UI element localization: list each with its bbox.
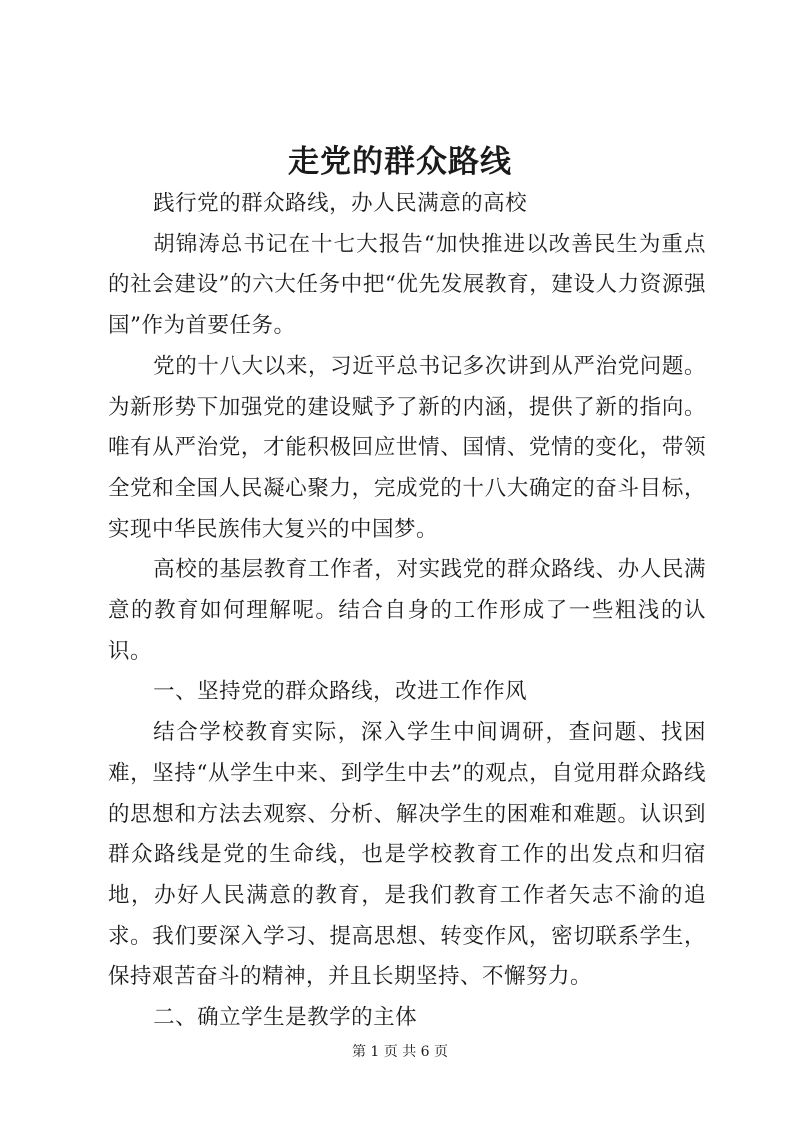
body-paragraph: 胡锦涛总书记在十七大报告“加快推进以改善民生为重点的社会建设”的六大任务中把“优先发展教育，建设人力资源强国”作为首要任务。 (108, 231, 706, 339)
subtitle-paragraph: 践行党的群众路线，办人民满意的高校 (153, 191, 528, 216)
section-heading: 一、坚持党的群众路线，改进工作作风 (153, 679, 528, 705)
document-body (108, 184, 706, 1039)
body-paragraph: 结合学校教育实际，深入学生中间调研，查问题、找困难，坚持“从学生中来、到学生中去”的观点，自觉用群众路线的思想和方法去观察、分析、解决学生的困难和难题。认识到群众路线是党的生命线，也是学校教育工作的出发点和归宿地，办好人民满意的教育，是我们教育工作者矢志不渝的追求。我们要深入学习、提高思想、转变作风，密切联系学生，保持艰苦奋斗的精神，并且长期坚持、不懈努力。 (108, 720, 706, 990)
body-paragraph: 党的十八大以来，习近平总书记多次讲到从严治党问题。为新形势下加强党的建设赋予了新的内涵，提供了新的指向。唯有从严治党，才能积极回应世情、国情、党情的变化，带领全党和全国人民凝心聚力，完成党的十八大确定的奋斗目标，实现中华民族伟大复兴的中国梦。 (108, 353, 706, 542)
section-heading: 二、确立学生是教学的主体 (153, 1005, 418, 1031)
document-title: 走党的群众路线 (288, 144, 512, 180)
body-paragraph: 高校的基层教育工作者，对实践党的群众路线、办人民满意的教育如何理解呢。结合自身的工作形成了一些粗浅的认识。 (108, 557, 706, 664)
page-number-footer: 第 1 页 共 6 页 (351, 1044, 449, 1060)
